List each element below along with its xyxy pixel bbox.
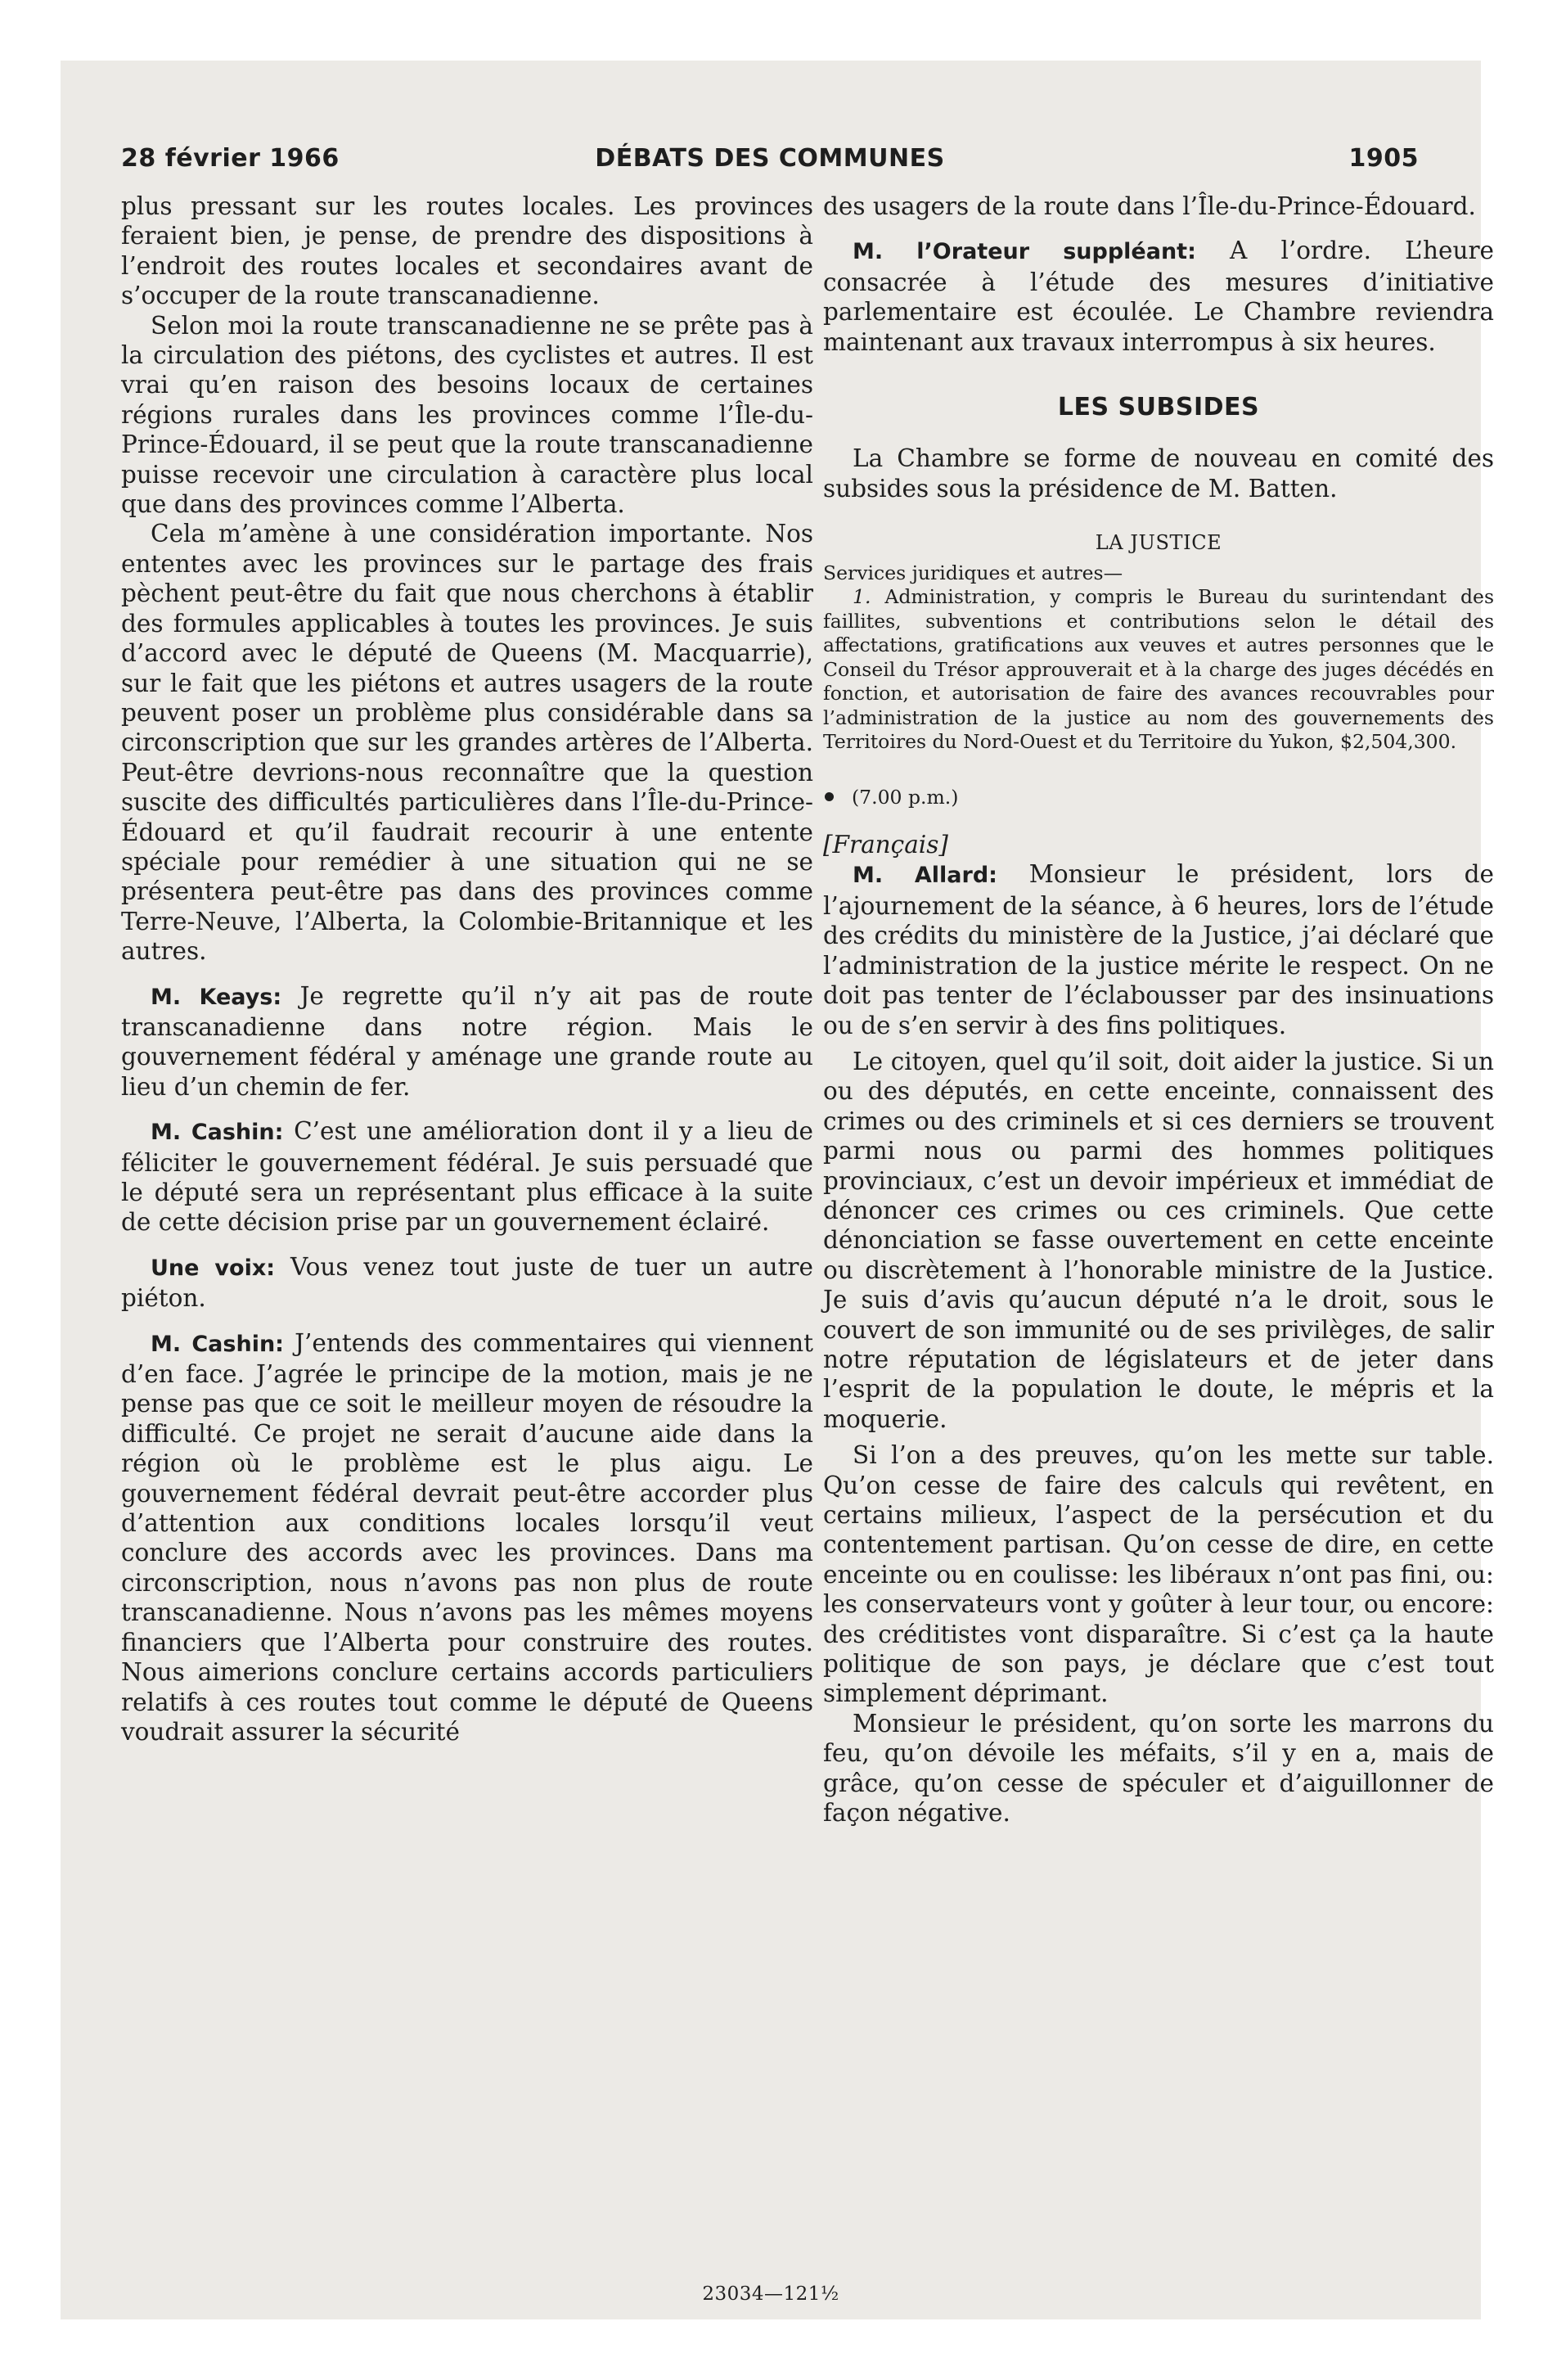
speech-voice <box>121 1252 813 1314</box>
speech-orateur <box>823 236 1494 357</box>
running-header <box>121 144 1419 182</box>
right-column <box>823 192 1494 1828</box>
speech-text: A l’ordre. L’heure consacrée à l’étude des mesures d’initiative parlementaire est écoulée. Le Chambre reviendra maintenant aux travaux interrompus à six heures. <box>823 237 1495 356</box>
bullet-icon <box>825 792 834 801</box>
speaker-name: M. l’Orateur suppléant: <box>853 239 1196 265</box>
paragraph: Si l’on a des preuves, qu’on les mette sur table. Qu’on cesse de faire des calculs qui revêtent, en certains milieux, l’aspect de la persécution et du contentement partisan. Qu’on cesse de dire, en cette enceinte ou en coulisse: les libéraux n’ont pas fini, ou: les conservateurs vont y goûter à leur tour, ou encore: des créditistes vont disparaître. Si c’est ça la haute politique de son pays, je déclare que c’est tout simplement déprimant. <box>823 1441 1494 1708</box>
paragraph: Cela m’amène à une considération importante. Nos ententes avec les provinces sur le partage des frais pèchent peut-être du fait que nous cherchons à établir des formules applicables à toutes les provinces. Je suis d’accord avec le député de Queens (M. Macquarrie), sur le fait que les piétons et autres usagers de la route peuvent poser un problème plus considérable dans sa circonscription que sur les grandes artères de l’Alberta. Peut-être devrions-nous reconnaître que la question suscite des difficultés particulières dans l’Île-du-Prince-Édouard et qu’il faudrait recourir à une entente spéciale pour remédier à une situation qui ne se présentera peut-être pas dans des provinces comme Terre-Neuve, l’Alberta, la Colombie-Britannique et les autres. <box>121 520 813 966</box>
paragraph: La Chambre se forme de nouveau en comité des subsides sous la présidence de M. Batten. <box>823 444 1494 503</box>
page-number: 1905 <box>1348 144 1419 173</box>
speaker-name: M. Cashin: <box>151 1331 284 1357</box>
speech-text: C’est une amélioration dont il y a lieu de féliciter le gouvernement fédéral. Je suis persuadé que le député sera un représentant plus efficace à la suite de cette décision prise par un gouvernement éclairé. <box>121 1117 813 1237</box>
speech-keays <box>121 981 813 1102</box>
paragraph: Le citoyen, quel qu’il soit, doit aider la justice. Si un ou des députés, en cette enceinte, connaissent des crimes ou des criminels et si ces derniers se trouvent parmi nous ou parmi des hommes politiques provinciaux, c’est un devoir impérieux et immédiat de dénoncer ces crimes ou ces criminels. Que cette dénonciation se fasse ouvertement en cette enceinte ou discrètement à l’honorable ministre de la Justice. Je suis d’avis qu’aucun député n’a le droit, sous le couvert de son immunité ou de ses privilèges, de salir notre réputation de législateurs et de jeter dans l’esprit de la population le doute, le mépris et la moquerie. <box>823 1047 1494 1433</box>
paragraph: Monsieur le président, qu’on sorte les marrons du feu, qu’on dévoile les méfaits, s’il y en a, mais de grâce, qu’on cesse de spéculer et d’aiguillonner de façon négative. <box>823 1709 1494 1828</box>
item-number: 1. <box>853 585 871 609</box>
paragraph: Selon moi la route transcanadienne ne se prête pas à la circulation des piétons, des cyclistes et autres. Il est vrai qu’en raison des besoins locaux de certaines régions rurales dans les provinces comme l’Île-du-Prince-Édouard, il se peut que la route transcanadienne puisse recevoir une circulation à caractère plus local que dans des provinces comme l’Alberta. <box>121 311 813 519</box>
subheading-justice: LA JUSTICE <box>1095 531 1222 555</box>
language-marker: [Français] <box>823 831 948 859</box>
speech-cashin <box>121 1116 813 1237</box>
header-date: 28 février 1966 <box>121 144 340 173</box>
footer-code: 23034—121½ <box>702 2283 839 2305</box>
item-description <box>823 585 1494 755</box>
speaker-name: M. Keays: <box>151 984 282 1010</box>
section-title: LES SUBSIDES <box>1057 393 1260 422</box>
services-line: Services juridiques et autres— <box>823 561 1123 584</box>
page-sheet <box>61 61 1495 2319</box>
paragraph: plus pressant sur les routes locales. Les provinces feraient bien, je pense, de prendre des dispositions à l’endroit des routes locales et secondaires avant de s’occuper de la route transcanadienne. <box>121 192 813 310</box>
speech-text: Monsieur le président, lors de l’ajournement de la séance, à 6 heures, lors de l’étude des crédits du ministère de la Justice, j’ai déclaré que l’administration de la justice mérite le respect. On ne doit pas tenter de l’éclabousser par des insinuations ou de s’en servir à des fins politiques. <box>823 860 1494 1039</box>
speaker-name: Une voix: <box>151 1255 276 1281</box>
item-text: Administration, y compris le Bureau du surintendant des faillites, subventions et contributions selon le détail des affectations, gratifications aux veuves et autres personnes que le Conseil du Trésor approuverait et à la charge des juges décédés en fonction, et autorisation de faire des avances recouvrables pour l’administration de la justice au nom des gouvernements des Territoires du Nord-Ouest et du Territoire du Yukon, $2,504,300. <box>823 585 1494 754</box>
speech-allard <box>823 859 1494 1039</box>
speech-text: J’entends des commentaires qui viennent d’en face. J’agrée le principe de la motion, mais je ne pense pas que ce soit le meilleur moyen de résoudre la difficulté. Ce projet ne serait d’aucune aide dans la région où le problème est le plus aigu. Le gouvernement fédéral devrait peut-être accorder plus d’attention aux conditions locales lorsqu’il veut conclure des accords avec les provinces. Dans ma circonscription, nous n’avons pas non plus de route transcanadienne. Nous n’avons pas les mêmes moyens financiers que l’Alberta pour construire des routes. Nous aimerions conclure certains accords particuliers relatifs à ces routes tout comme le député de Queens voudrait assurer la sécurité <box>121 1328 813 1746</box>
vote-item <box>823 561 1494 755</box>
header-title: DÉBATS DES COMMUNES <box>595 144 945 173</box>
left-column <box>121 192 813 1747</box>
speaker-name: M. Allard: <box>853 863 997 889</box>
speech-cashin-2 <box>121 1328 813 1747</box>
speech-text: Vous venez tout juste de tuer un autre piéton. <box>121 1252 813 1313</box>
speaker-name: M. Cashin: <box>151 1120 284 1146</box>
speech-text: Je regrette qu’il n’y ait pas de route transcanadienne dans notre région. Mais le gouvernement fédéral y aménage une grande route au lieu d’un chemin de fer. <box>121 981 813 1101</box>
time-text: (7.00 p.m.) <box>852 785 959 809</box>
time-marker <box>823 782 1494 812</box>
paragraph-continued: des usagers de la route dans l’Île-du-Prince-Édouard. <box>823 192 1476 220</box>
